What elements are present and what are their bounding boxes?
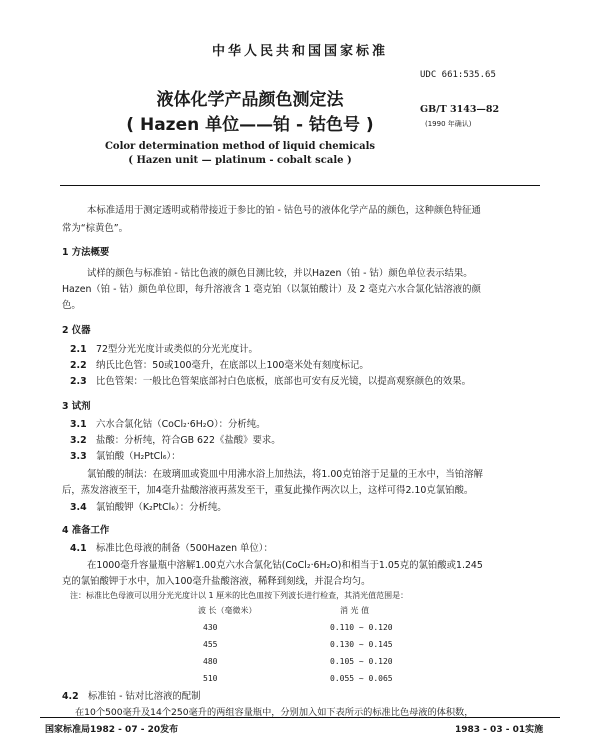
- top-divider: [60, 185, 540, 186]
- standard-code: GB/T 3143—82: [420, 104, 500, 115]
- table-cell-wavelength: 510: [203, 674, 218, 683]
- note-text: 注：标准比色母液可以用分光光度计以 1 厘米的比色皿按下列波长进行检查，其消光值范围是：: [70, 591, 409, 600]
- table-header-wavelength: 波 长（毫微米）: [198, 606, 257, 615]
- list-item: 2.1 72型分光光度计或类似的分光光度计。: [70, 344, 258, 355]
- section-1-para-2: Hazen（铂 - 钴）颜色单位即，每升溶液含 1 毫克铂（以氯铂酸计）及 2 毫克六水合氯化钴溶液的颜: [62, 284, 481, 295]
- english-title-line-2: ( Hazen unit — platinum - cobalt scale ): [128, 155, 352, 166]
- section-3-para-1: 氯铂酸的制法：在玻璃皿或瓷皿中用沸水浴上加热法，将1.00克铂溶于足量的王水中，当铂溶解: [87, 469, 483, 480]
- footer-divider: [40, 717, 560, 718]
- effective-date: 1983 - 03 - 01实施: [455, 725, 544, 735]
- title-line-2: ( Hazen 单位——铂 - 钴色号 ): [126, 115, 374, 135]
- standard-org-title: 中华人民共和国国家标准: [211, 44, 388, 59]
- list-item: 4.1 标准比色母液的制备（500Hazen 单位）：: [70, 543, 273, 554]
- english-title: [0, 140, 480, 168]
- intro-line-2: 常为“棕黄色”。: [62, 223, 128, 234]
- list-item: 3.4 氯铂酸钾（K₂PtCl₆）：分析纯。: [70, 502, 227, 513]
- section-4-heading: 4 准备工作: [62, 525, 110, 536]
- udc-code: UDC 661:535.65: [420, 70, 496, 80]
- table-cell-absorbance: 0.110 ~ 0.120: [330, 623, 393, 632]
- section-1-para-1: 试样的颜色与标准铂 - 钴比色液的颜色目测比较，并以Hazen（铂 - 钴）颜色单位表示结果。: [87, 268, 473, 279]
- list-item: 4.2 标准铂 - 钴对比溶液的配制: [62, 691, 201, 702]
- section-3-heading: 3 试剂: [62, 401, 91, 412]
- table-cell-wavelength: 480: [203, 657, 218, 666]
- list-item: 3.2 盐酸：分析纯，符合GB 622《盐酸》要求。: [70, 435, 281, 446]
- table-header-absorbance: 消 光 值: [340, 606, 370, 615]
- intro-line-1: 本标准适用于测定透明或稍带接近于参比的铂 - 钴色号的液体化学产品的颜色，这种颜色特征通: [87, 205, 481, 216]
- confirmation-note: (1990 年确认): [425, 120, 472, 128]
- section-1-heading: 1 方法概要: [62, 247, 110, 258]
- issue-date: 国家标准局1982 - 07 - 20发布: [45, 725, 179, 735]
- list-item: 3.3 氯铂酸（H₂PtCl₆）：: [70, 451, 181, 462]
- table-cell-absorbance: 0.130 ~ 0.145: [330, 640, 393, 649]
- section-1-para-3: 色。: [62, 300, 81, 311]
- table-cell-absorbance: 0.055 ~ 0.065: [330, 674, 393, 683]
- list-item: 2.3 比色管架：一般比色管架底部衬白色底板，底部也可安有反光镜，以提高观察颜色的效果。: [70, 376, 472, 387]
- table-cell-absorbance: 0.105 ~ 0.120: [330, 657, 393, 666]
- title-line-1: 液体化学产品颜色测定法: [156, 90, 344, 110]
- section-4-para-3: 在10个500毫升及14个250毫升的两组容量瓶中，分别加入如下表所示的标准比色母液的体积数，: [75, 707, 474, 718]
- list-item: 2.2 纳氏比色管：50或100毫升，在底部以上100毫米处有刻度标记。: [70, 360, 369, 371]
- list-item: 3.1 六水合氯化钴（CoCl₂·6H₂O）：分析纯。: [70, 419, 266, 430]
- table-cell-wavelength: 455: [203, 640, 218, 649]
- section-4-para-1: 在1000毫升容量瓶中溶解1.00克六水合氯化钴(CoCl₂·6H₂O)和相当于1.05克的氯铂酸或1.245: [87, 560, 483, 571]
- table-cell-wavelength: 430: [203, 623, 218, 632]
- english-title-line-1: Color determination method of liquid chemicals: [104, 141, 376, 152]
- section-4-para-2: 克的氯铂酸钾于水中，加入100毫升盐酸溶液，稀释到刻线，并混合均匀。: [62, 576, 371, 587]
- section-3-para-2: 后，蒸发溶液至干，加4毫升盐酸溶液再蒸发至干，重复此操作两次以上，这样可得2.10克氯铂酸。: [62, 485, 474, 496]
- section-2-heading: 2 仪器: [62, 325, 91, 336]
